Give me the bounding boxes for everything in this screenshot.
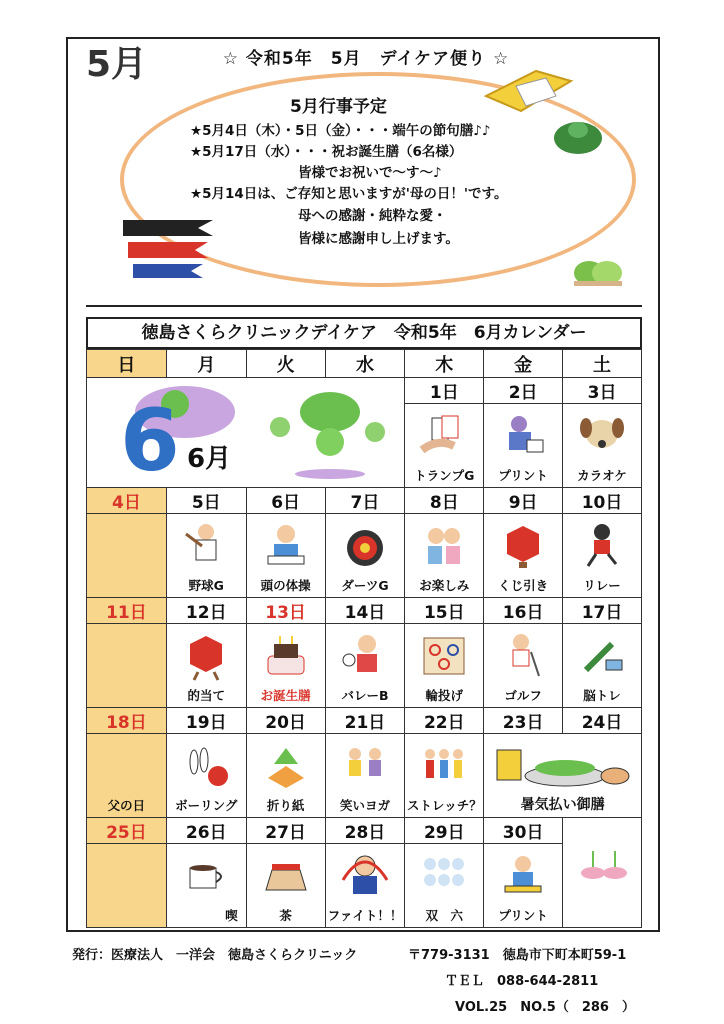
activity-label: 笑いヨガ: [339, 798, 390, 813]
activity-label: 頭の体操: [260, 578, 311, 593]
lottery-icon: [497, 520, 549, 572]
bowling-icon: [180, 740, 232, 792]
weekday-fri: 金: [484, 350, 563, 378]
activity-cell: [405, 404, 484, 488]
activity-label: くじ引き: [498, 578, 549, 593]
sunday-cell: [87, 734, 167, 818]
date-cell: 16日: [484, 598, 563, 624]
activity-cell: [484, 514, 563, 598]
activity-label: 折り紙: [266, 798, 305, 813]
sunday-cell: [87, 624, 167, 708]
date-cell: 1日: [405, 378, 484, 404]
activity-cell: [325, 734, 405, 818]
coffee-cup-icon: [180, 850, 232, 902]
date-cell: 22日: [405, 708, 484, 734]
event-line: 皆様でお祝いで～す～♪: [298, 165, 442, 181]
pencil-eraser-icon: [576, 630, 628, 682]
koinobori-icon: [118, 210, 228, 280]
date-cell: 7日: [325, 488, 405, 514]
event-line: 皆様に感謝申し上げます。: [298, 231, 459, 247]
playing-cards-icon: [418, 410, 470, 462]
event-line: 母への感謝・純粋な愛・: [298, 208, 447, 224]
activity-label: お誕生膳: [260, 688, 311, 703]
activity-cell: [246, 624, 325, 708]
activity-label: 喫: [225, 908, 238, 923]
calendar-title: 徳島さくらクリニックデイケア 令和5年 6月カレンダー: [86, 317, 642, 349]
date-cell: 6日: [246, 488, 325, 514]
activity-cell: [166, 844, 246, 928]
kabuto-icon: [552, 112, 604, 156]
activity-cell: [325, 624, 405, 708]
june-badge: 6月: [187, 444, 232, 474]
weekday-sat: 土: [563, 350, 642, 378]
activity-label: 双 六: [425, 908, 464, 923]
date-cell: 20日: [246, 708, 325, 734]
date-cell: 8日: [405, 488, 484, 514]
activity-label: ストレッチ？: [406, 798, 482, 813]
frog-hydrangea-icon: [95, 382, 395, 482]
date-cell: 2日: [484, 378, 563, 404]
summer-feast-icon: [493, 740, 633, 792]
birthday-cake-icon: [260, 630, 312, 682]
weekday-wed: 水: [325, 350, 405, 378]
activity-cell: [325, 514, 405, 598]
date-cell: 15日: [405, 598, 484, 624]
cheering-person-icon: [339, 850, 391, 902]
sweetfish-art: [563, 818, 642, 928]
weekday-sun: 日: [87, 350, 167, 378]
sunday-cell: [87, 844, 167, 928]
cake-slice-icon: [260, 850, 312, 902]
activity-label: トランプG: [414, 468, 475, 483]
activity-cell: [166, 734, 246, 818]
activity-cell: [325, 844, 405, 928]
date-cell: 21日: [325, 708, 405, 734]
activity-cell: [563, 624, 642, 708]
date-cell: 14日: [325, 598, 405, 624]
elderly-couple-icon: [418, 520, 470, 572]
activity-cell: [484, 404, 563, 488]
worksheet-icon: [497, 410, 549, 462]
activity-label: 的当て: [187, 688, 226, 703]
relay-runner-icon: [576, 520, 628, 572]
date-cell-sunday: 18日: [87, 708, 167, 734]
date-cell: 19日: [166, 708, 246, 734]
activity-label: リレー: [583, 578, 621, 593]
calendar-table: [86, 349, 642, 928]
brain-exercise-icon: [260, 520, 312, 572]
date-cell: 5日: [166, 488, 246, 514]
activity-cell: [405, 734, 484, 818]
activity-cell: [246, 734, 325, 818]
ring-toss-icon: [418, 630, 470, 682]
activity-cell: [405, 624, 484, 708]
date-cell: 30日: [484, 818, 563, 844]
activity-label: カラオケ: [577, 468, 627, 483]
june-art: [87, 378, 405, 488]
sunday-cell: [87, 514, 167, 598]
activity-cell: [246, 514, 325, 598]
fathers-day-label: 父の日: [107, 798, 146, 813]
activity-cell: [484, 624, 563, 708]
event-line: ★5月4日（木）・5日（金）・・・端午の節句膳♪♪: [190, 123, 491, 139]
volume-text: VOL.25 NO.5（ 286 ）: [455, 1000, 635, 1015]
activity-label: ファイト！！: [327, 908, 403, 923]
baseball-icon: [180, 520, 232, 572]
target-board-icon: [180, 630, 232, 682]
month-badge: 5月: [86, 44, 148, 85]
date-cell: 23日: [484, 708, 563, 734]
date-cell: 27日: [246, 818, 325, 844]
activity-label: プリント: [498, 468, 548, 483]
date-cell: 3日: [563, 378, 642, 404]
stretching-icon: [418, 740, 470, 792]
publisher-text: 発行：医療法人 一洋会 徳島さくらクリニック: [72, 948, 358, 963]
date-cell-sunday: 25日: [87, 818, 167, 844]
activity-label: バレーB: [341, 688, 389, 703]
event-line: ★5月14日は、ご存知と思いますが'母の日！'です。: [190, 186, 508, 202]
studying-person-icon: [497, 850, 549, 902]
kashiwa-mochi-icon: [572, 255, 624, 287]
activity-label: 輪投げ: [425, 688, 464, 703]
events-heading: 5月行事予定: [290, 97, 387, 117]
date-cell: 13日: [246, 598, 325, 624]
date-cell: 10日: [563, 488, 642, 514]
activity-cell: [166, 624, 246, 708]
laughter-yoga-icon: [339, 740, 391, 792]
date-cell: 26日: [166, 818, 246, 844]
activity-cell: [405, 844, 484, 928]
date-cell: 9日: [484, 488, 563, 514]
sweetfish-icon: [573, 843, 633, 893]
address-text: 〒779-3131 徳島市下町本町59-1: [408, 948, 627, 963]
date-cell: 17日: [563, 598, 642, 624]
activity-cell: [484, 734, 642, 818]
activity-label: 茶: [279, 908, 292, 923]
golf-icon: [497, 630, 549, 682]
date-cell: 28日: [325, 818, 405, 844]
darts-icon: [339, 520, 391, 572]
activity-label: お楽しみ: [419, 578, 470, 593]
phone-text: ＴＥＬ 088-644-2811: [445, 974, 599, 989]
event-line: ★5月17日（水）・・・祝お誕生膳（6名様）: [190, 144, 463, 160]
activity-label: 脳トレ: [583, 688, 621, 703]
date-cell: 24日: [563, 708, 642, 734]
activity-cell: [563, 404, 642, 488]
svg-text:6: 6: [120, 391, 180, 482]
activity-cell: [484, 844, 563, 928]
date-cell: 12日: [166, 598, 246, 624]
date-cell-sunday: 11日: [87, 598, 167, 624]
newsletter-title: ☆ 令和5年 5月 デイケア便り ☆: [222, 49, 510, 69]
activity-label: プリント: [498, 908, 548, 923]
activity-label: ダーツG: [341, 578, 389, 593]
activity-cell: [405, 514, 484, 598]
activity-label: ゴルフ: [504, 688, 542, 703]
date-cell-sunday: 4日: [87, 488, 167, 514]
volleyball-icon: [339, 630, 391, 682]
activity-label: 暑気払い御膳: [520, 797, 605, 813]
date-cell: 29日: [405, 818, 484, 844]
weekday-tue: 火: [246, 350, 325, 378]
activity-label: ボーリング: [175, 798, 238, 813]
karaoke-dog-icon: [576, 410, 628, 462]
activity-cell: [246, 844, 325, 928]
activity-label: 野球G: [188, 578, 224, 593]
weekday-thu: 木: [405, 350, 484, 378]
weekday-mon: 月: [166, 350, 246, 378]
origami-icon: [260, 740, 312, 792]
activity-cell: [166, 514, 246, 598]
activity-cell: [563, 514, 642, 598]
sugoroku-board-icon: [418, 850, 470, 902]
